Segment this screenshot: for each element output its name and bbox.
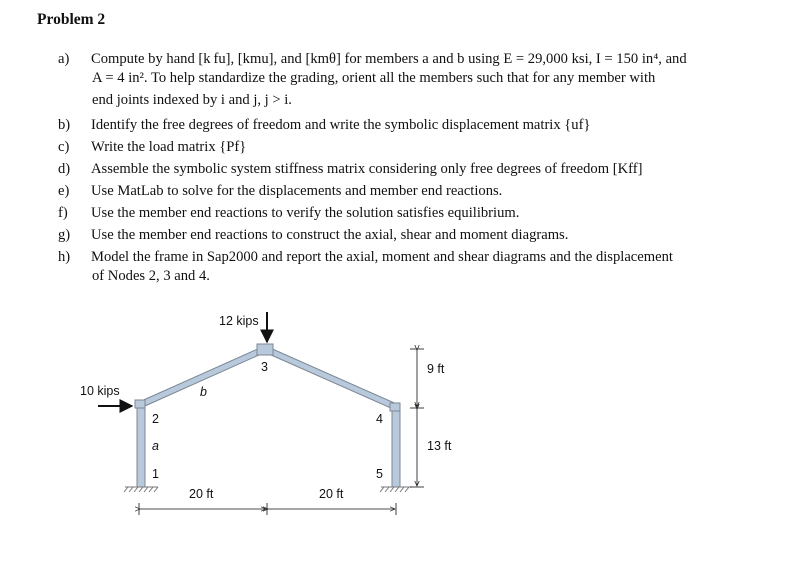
item-b-text: Identify the free degrees of freedom and write the symbolic displacement matrix {uf} <box>91 117 591 133</box>
member-b-label: b <box>200 385 207 399</box>
load-label-12kips: 12 kips <box>219 314 259 328</box>
item-c-label: c) <box>58 139 70 155</box>
node-3-label: 3 <box>261 360 268 374</box>
item-d-text: Assemble the symbolic system stiffness matrix considering only free degrees of freedom [Kff] <box>91 161 643 177</box>
fixed-support-right <box>380 487 412 492</box>
item-h-line-2: of Nodes 2, 3 and 4. <box>92 268 210 284</box>
member-a-column <box>137 404 145 487</box>
dim-label-9ft: 9 ft <box>427 362 445 376</box>
node-4-label: 4 <box>376 412 383 426</box>
item-g-label: g) <box>58 227 71 243</box>
item-h-line-1: Model the frame in Sap2000 and report the axial, moment and shear diagrams and the displacement <box>91 249 673 265</box>
dim-label-20ft-right: 20 ft <box>319 487 344 501</box>
item-d-label: d) <box>58 161 71 177</box>
item-a-line-2: A = 4 in². To help standardize the grading, orient all the members such that for any member with <box>92 70 656 86</box>
item-b-label: b) <box>58 117 71 133</box>
dim-label-20ft-left: 20 ft <box>189 487 214 501</box>
item-a-label: a) <box>58 51 70 67</box>
joint-4 <box>390 403 400 411</box>
item-a-line-3: end joints indexed by i and j, j > i. <box>92 92 292 108</box>
load-label-10kips: 10 kips <box>80 384 120 398</box>
joint-3 <box>257 344 273 355</box>
node-2-label: 2 <box>152 412 159 426</box>
item-f-text: Use the member end reactions to verify the solution satisfies equilibrium. <box>91 205 520 221</box>
item-e-text: Use MatLab to solve for the displacements and member end reactions. <box>91 183 503 199</box>
dimension-vertical <box>410 349 424 487</box>
node-5-label: 5 <box>376 467 383 481</box>
node-1-label: 1 <box>152 467 159 481</box>
item-a-line-1: Compute by hand [k fu], [kmu], and [kmθ] for members a and b using E = 29,000 ksi, I = 150 in⁴, and <box>91 51 687 67</box>
dimension-horizontal <box>139 503 396 515</box>
problem-title: Problem 2 <box>37 11 106 28</box>
member-right-rafter <box>265 349 396 407</box>
item-f-label: f) <box>58 205 68 221</box>
item-e-label: e) <box>58 183 70 199</box>
member-a-label: a <box>152 439 159 453</box>
item-h-label: h) <box>58 249 71 265</box>
dim-label-13ft: 13 ft <box>427 439 452 453</box>
joint-2 <box>135 400 145 408</box>
fixed-support-left <box>124 487 158 492</box>
member-right-column <box>392 408 400 487</box>
item-c-text: Write the load matrix {Pf} <box>91 139 247 155</box>
item-g-text: Use the member end reactions to construct the axial, shear and moment diagrams. <box>91 227 569 243</box>
